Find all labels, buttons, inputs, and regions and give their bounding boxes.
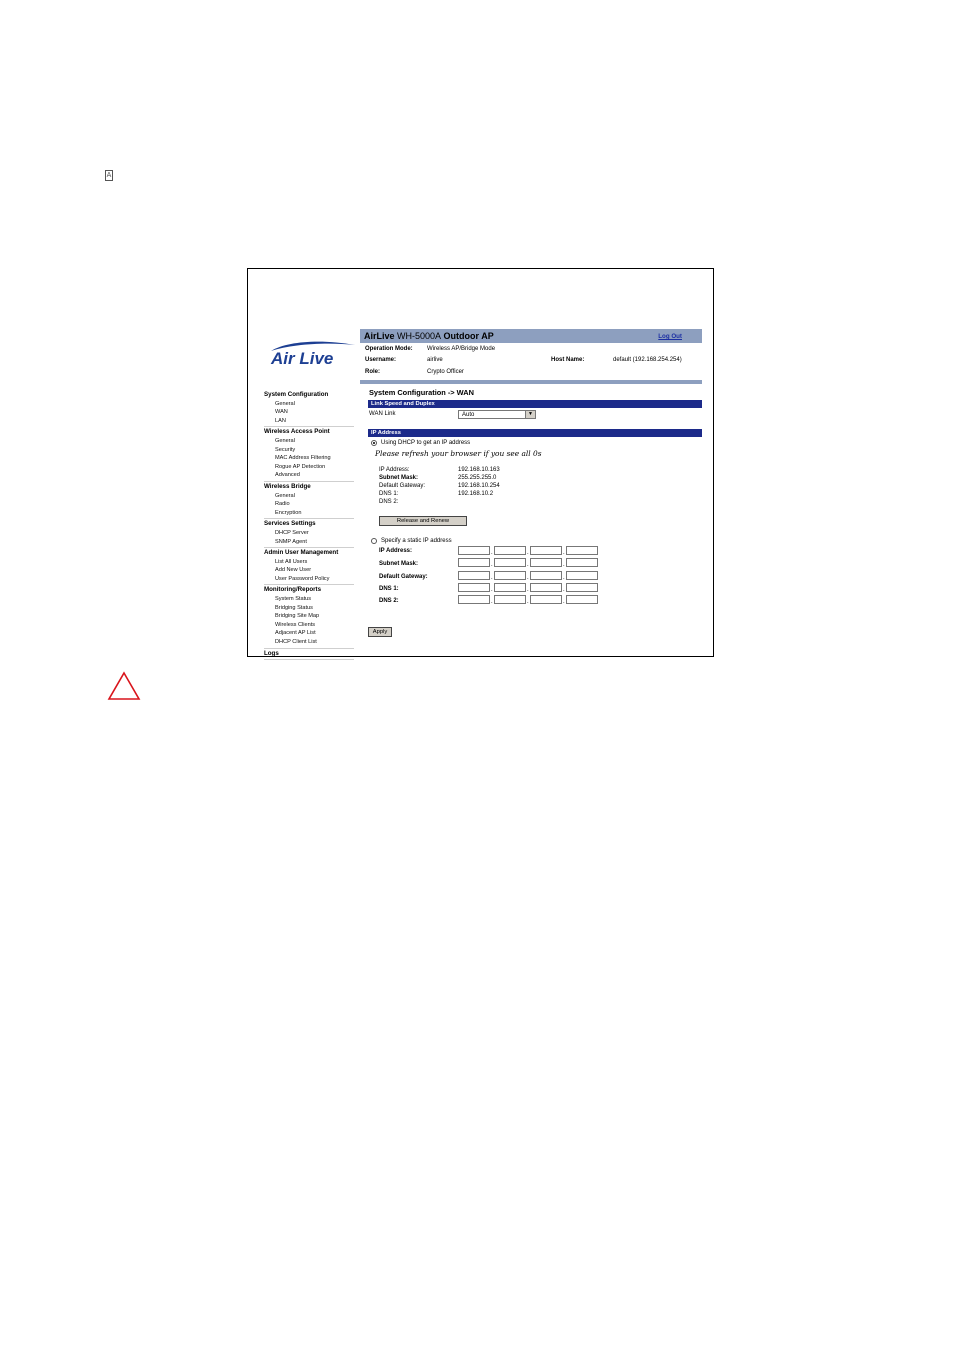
app-title xyxy=(364,331,494,341)
sidebar-group xyxy=(264,483,354,519)
sidebar-group xyxy=(264,391,354,427)
airlive-logo xyxy=(267,339,359,369)
dhcp-gateway-label: Default Gateway: xyxy=(379,483,426,489)
operation-mode-value: Wireless AP/Bridge Mode xyxy=(427,346,496,352)
static-ip-label: Specify a static IP address xyxy=(381,538,452,544)
dhcp-ip-label: IP Address: xyxy=(379,467,410,473)
static-gateway-octet-input[interactable] xyxy=(530,571,562,580)
static-dns2-octet-input[interactable] xyxy=(494,595,526,604)
logo-text: Air Live xyxy=(271,349,334,368)
sidebar-item[interactable]: Bridging Status xyxy=(275,604,313,611)
sidebar-item[interactable]: SNMP Agent xyxy=(275,538,307,545)
sidebar-item[interactable]: Wireless Clients xyxy=(275,621,316,628)
octet-separator: . xyxy=(563,587,565,593)
chevron-down-icon[interactable]: ▼ xyxy=(525,411,535,418)
page-mark: A xyxy=(106,172,112,179)
static-dns2-octet-input[interactable] xyxy=(458,595,490,604)
static-gateway-label: Default Gateway: xyxy=(379,574,428,580)
page-title: System Configuration -> WAN xyxy=(369,388,474,397)
sidebar-item[interactable]: LAN xyxy=(275,417,286,424)
static-ip-address-octet-input[interactable] xyxy=(530,546,562,555)
dhcp-dns1-value: 192.168.10.2 xyxy=(458,491,494,497)
sidebar-item[interactable]: DHCP Client List xyxy=(275,639,317,646)
octet-separator: . xyxy=(527,587,529,593)
username-label: Username: xyxy=(365,357,397,363)
octet-separator: . xyxy=(527,575,529,581)
static-ip-address-octet-input[interactable] xyxy=(458,546,490,555)
sidebar-group xyxy=(264,586,354,648)
sidebar-item[interactable]: General xyxy=(275,437,295,444)
title-bar xyxy=(360,329,702,343)
static-subnet-mask-octet-input[interactable] xyxy=(530,558,562,567)
static-gateway-octet-input[interactable] xyxy=(494,571,526,580)
sidebar-item[interactable]: Bridging Site Map xyxy=(275,613,320,620)
dhcp-gateway-value: 192.168.10.254 xyxy=(458,483,500,489)
sidebar-group-title: Wireless Access Point xyxy=(264,428,330,436)
static-subnet-mask-octet-input[interactable] xyxy=(458,558,490,567)
host-name-value: default (192.168.254.254) xyxy=(613,357,682,363)
sidebar-item[interactable]: Adjacent AP List xyxy=(275,630,316,637)
octet-separator: . xyxy=(527,562,529,568)
sidebar-item[interactable]: Advanced xyxy=(275,472,300,479)
sidebar-item[interactable]: General xyxy=(275,400,295,407)
octet-separator: . xyxy=(491,587,493,593)
sidebar-item[interactable]: General xyxy=(275,492,295,499)
sidebar-group xyxy=(264,650,354,661)
wan-link-label: WAN Link xyxy=(369,411,396,417)
sidebar-group-title: Logs xyxy=(264,649,279,657)
dhcp-label: Using DHCP to get an IP address xyxy=(381,440,471,446)
static-subnet-mask-octet-input[interactable] xyxy=(566,558,598,567)
static-dns1-octet-input[interactable] xyxy=(566,583,598,592)
static-subnet-mask-label: Subnet Mask: xyxy=(379,561,419,567)
host-name-label: Host Name: xyxy=(551,357,585,363)
octet-separator: . xyxy=(491,562,493,568)
app-title-model: WH-5000A xyxy=(397,331,442,341)
sidebar-item[interactable]: Radio xyxy=(275,501,290,508)
role-value: Crypto Officer xyxy=(427,369,464,375)
static-ip-radio[interactable] xyxy=(371,538,377,544)
sidebar-group xyxy=(264,549,354,585)
static-dns2-label: DNS 2: xyxy=(379,598,399,604)
static-dns1-octet-input[interactable] xyxy=(458,583,490,592)
ip-address-section-header: IP Address xyxy=(368,429,702,437)
octet-separator: . xyxy=(563,575,565,581)
role-label: Role: xyxy=(365,369,380,375)
screenshot-frame xyxy=(247,268,714,657)
wan-link-value: Auto xyxy=(462,412,475,418)
sidebar-item[interactable]: System Status xyxy=(275,596,312,603)
sidebar-item[interactable]: Rogue AP Detection xyxy=(275,463,326,470)
static-ip-address-label: IP Address: xyxy=(379,548,413,554)
sidebar-group-title: System Configuration xyxy=(264,391,329,398)
static-dns1-label: DNS 1: xyxy=(379,586,399,592)
sidebar-item[interactable]: DHCP Server xyxy=(275,529,309,536)
static-gateway-octet-input[interactable] xyxy=(458,571,490,580)
octet-separator: . xyxy=(527,599,529,605)
sidebar-item[interactable]: User Password Policy xyxy=(275,575,330,582)
octet-separator: . xyxy=(527,550,529,556)
sidebar-group-title: Services Settings xyxy=(264,520,316,528)
sidebar-group-title: Wireless Bridge xyxy=(264,482,311,490)
app-title-suffix: Outdoor AP xyxy=(441,331,494,341)
header-divider xyxy=(360,380,702,384)
refresh-note: Please refresh your browser if you see all 0s xyxy=(375,449,542,458)
link-speed-section-header: Link Speed and Duplex xyxy=(368,400,702,408)
dhcp-mask-label: Subnet Mask: xyxy=(379,475,419,481)
sidebar-item[interactable]: Encryption xyxy=(275,509,302,516)
username-value: airlive xyxy=(427,357,443,363)
static-subnet-mask-octet-input[interactable] xyxy=(494,558,526,567)
dhcp-ip-value: 192.168.10.163 xyxy=(458,467,500,473)
static-ip-address-octet-input[interactable] xyxy=(494,546,526,555)
operation-mode-label: Operation Mode: xyxy=(365,346,413,352)
dhcp-dns1-label: DNS 1: xyxy=(379,491,399,497)
octet-separator: . xyxy=(563,599,565,605)
release-renew-button[interactable]: Release and Renew xyxy=(379,516,467,526)
static-ip-address-octet-input[interactable] xyxy=(566,546,598,555)
static-dns1-octet-input[interactable] xyxy=(494,583,526,592)
sidebar-item[interactable]: Add New User xyxy=(275,567,312,574)
wan-link-select[interactable] xyxy=(458,410,536,419)
warning-icon xyxy=(107,671,141,701)
apply-button[interactable]: Apply xyxy=(368,627,392,637)
sidebar-item[interactable]: MAC Address Filtering xyxy=(275,455,331,462)
dhcp-dns2-label: DNS 2: xyxy=(379,499,399,505)
sidebar-group-title: Admin User Management xyxy=(264,549,339,557)
octet-separator: . xyxy=(491,550,493,556)
sidebar-nav xyxy=(264,391,354,661)
octet-separator: . xyxy=(491,575,493,581)
main-panel xyxy=(360,329,702,641)
octet-separator: . xyxy=(491,599,493,605)
dhcp-radio[interactable] xyxy=(371,440,377,446)
octet-separator: . xyxy=(563,562,565,568)
sidebar-item[interactable]: Security xyxy=(275,446,296,453)
sidebar-group-title: Monitoring/Reports xyxy=(264,586,322,594)
sidebar-item[interactable]: List All Users xyxy=(275,558,308,565)
static-gateway-octet-input[interactable] xyxy=(566,571,598,580)
sidebar-item[interactable]: WAN xyxy=(275,409,288,416)
dhcp-mask-value: 255.255.255.0 xyxy=(458,475,497,481)
static-dns1-octet-input[interactable] xyxy=(530,583,562,592)
static-dns2-octet-input[interactable] xyxy=(566,595,598,604)
octet-separator: . xyxy=(563,550,565,556)
sidebar xyxy=(261,329,351,657)
sidebar-group xyxy=(264,520,354,548)
airlive-logo-icon xyxy=(267,339,359,369)
app-title-brand: AirLive xyxy=(364,331,398,341)
logout-link[interactable]: Log Out xyxy=(658,333,682,340)
sidebar-group xyxy=(264,428,354,482)
static-dns2-octet-input[interactable] xyxy=(530,595,562,604)
